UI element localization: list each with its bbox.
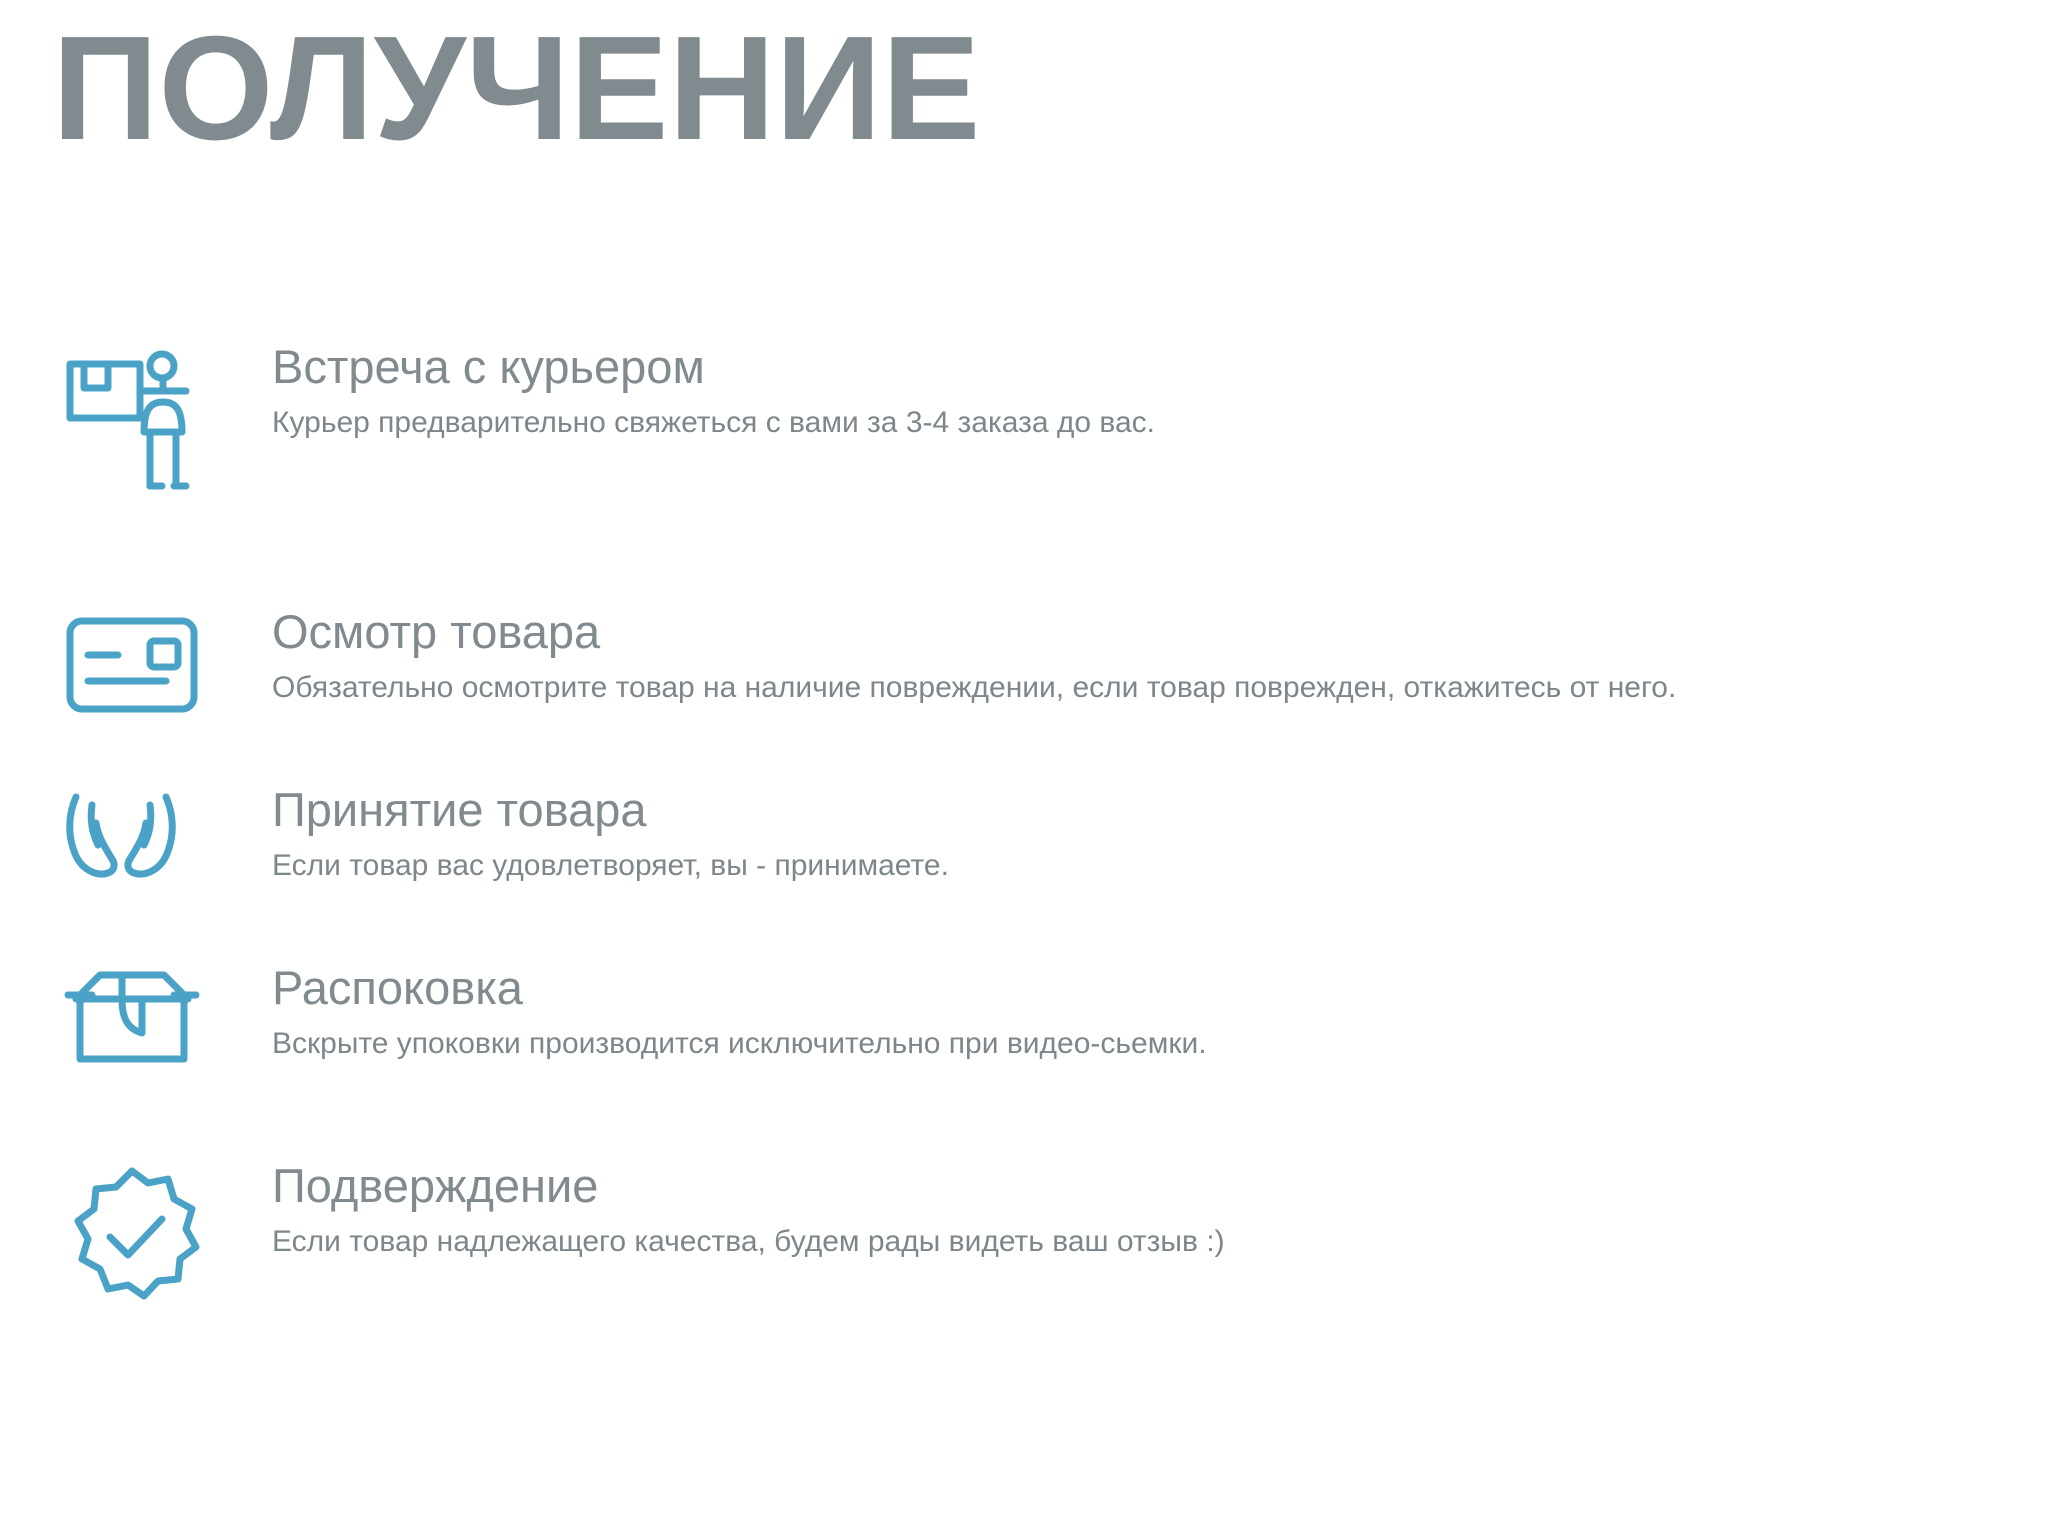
badge-check-icon (62, 1165, 212, 1315)
text-cell (272, 961, 2048, 1064)
step-title: Осмотр товара (272, 605, 601, 658)
icon-cell (62, 340, 272, 501)
step-title: Подверждение (272, 1159, 599, 1212)
page-title: ПОЛУЧЕНИЕ (52, 6, 981, 171)
icon-cell (62, 605, 272, 721)
step-description: Если товар надлежащего качества, будем рады видеть ваш отзыв :) (272, 1225, 1225, 1259)
open-box-icon (62, 967, 222, 1077)
open-hands-icon (62, 789, 222, 889)
inspection-card-icon (62, 611, 212, 721)
step-title: Принятие товара (272, 783, 647, 836)
text-cell (272, 1159, 2048, 1262)
list-item (0, 961, 2048, 1077)
text-cell (272, 340, 2048, 443)
list-item (0, 340, 2048, 501)
list-item (0, 783, 2048, 889)
icon-cell (62, 783, 272, 889)
steps-list (0, 340, 2048, 1315)
step-description: Курьер предварительно свяжеться с вами за 3-4 заказа до вас. (272, 406, 1156, 440)
courier-delivery-icon (62, 346, 212, 501)
step-description: Если товар вас удовлетворяет, вы - принимаете. (272, 849, 949, 883)
list-item (0, 1159, 2048, 1315)
text-cell (272, 605, 2048, 708)
step-description: Обязательно осмотрите товар на наличие повреждении, если товар поврежден, откажитесь от него. (272, 671, 1677, 705)
icon-cell (62, 961, 272, 1077)
list-item (0, 605, 2048, 721)
icon-cell (62, 1159, 272, 1315)
step-description: Вскрыте упоковки производится исключительно при видео-сьемки. (272, 1027, 1207, 1061)
step-title: Распоковка (272, 961, 523, 1014)
text-cell (272, 783, 2048, 886)
step-title: Встреча с курьером (272, 340, 705, 393)
